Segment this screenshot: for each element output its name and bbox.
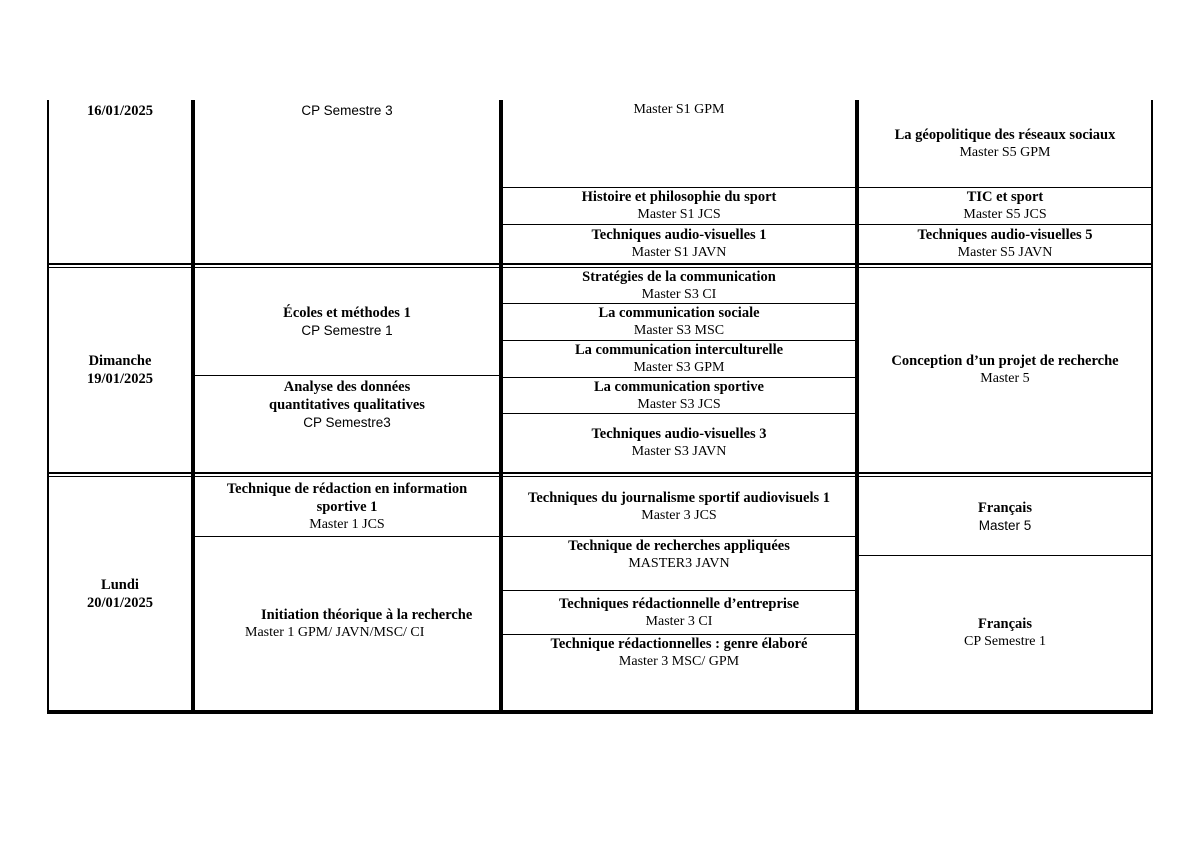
row3-col3-1-subtitle: Master 3 JCS: [641, 508, 717, 523]
row3-col3-cell-4: [503, 635, 855, 710]
row2-col3-3-subtitle: Master S3 GPM: [633, 360, 725, 375]
row3-col3-cell-1: [503, 478, 855, 537]
row2-col3-4-title: La communication sportive: [594, 378, 764, 395]
row3-col4-cell-2: [859, 556, 1151, 710]
row3-col4-cell-1: [859, 478, 1151, 556]
row1-col4-1-subtitle: Master S5 GPM: [959, 145, 1051, 160]
row2-day: Dimanche: [88, 353, 152, 369]
row3-col3-cell-2: [503, 537, 855, 591]
row2-col3-1-title: Stratégies de la communication: [582, 268, 776, 285]
row1-col3-2-subtitle: Master S1 JCS: [637, 207, 721, 222]
row2-col3-5-subtitle: Master S3 JAVN: [631, 444, 727, 459]
row3-col2-2-subtitle: Master 1 GPM/ JAVN/MSC/ CI: [245, 624, 425, 640]
row3-col2-1-subtitle: Master 1 JCS: [309, 517, 385, 532]
row2-col2-2-subtitle: CP Semestre3: [303, 415, 391, 430]
row1-col4-2-subtitle: Master S5 JCS: [963, 207, 1047, 222]
row2-col3-3-title: La communication interculturelle: [574, 342, 784, 358]
row2-col3-cell-1: [503, 268, 855, 304]
row2-col3-cell-5: [503, 414, 855, 472]
row1-col3-3-title: Techniques audio-visuelles 1: [591, 227, 767, 243]
row2-col2-cell-2: [195, 376, 499, 472]
row1-col3-cell-1: [503, 101, 855, 188]
row-separator: [47, 263, 1153, 265]
row3-col2-2-title: Initiation théorique à la recherche: [261, 606, 473, 623]
row2-col2-2-title: Analyse des données quantitatives qualitatives: [269, 379, 425, 413]
row1-col2-subtitle: CP Semestre 3: [301, 103, 393, 118]
row1-col3-2-title: Histoire et philosophie du sport: [581, 189, 777, 205]
row3-col3-1-title: Techniques du journalisme sportif audiovisuels 1: [527, 490, 830, 506]
row2-col3-cell-3: [503, 341, 855, 378]
row3-col3-4-subtitle: Master 3 MSC/ GPM: [618, 654, 740, 669]
row2-col2-1-subtitle: CP Semestre 1: [301, 322, 393, 338]
row1-col4-cell-2: [859, 188, 1151, 225]
row1-col2-cell: [195, 102, 499, 262]
row2-col3-5-title: Techniques audio-visuelles 3: [591, 426, 767, 442]
row3-col3-2-subtitle: MASTER3 JAVN: [628, 556, 730, 571]
row2-col4-subtitle: Master 5: [980, 371, 1030, 386]
row1-col3-cell-2: [503, 188, 855, 225]
row3-col3-3-title: Techniques rédactionnelle d’entreprise: [558, 595, 800, 612]
row2-col3-cell-2: [503, 304, 855, 341]
row1-col4-2-title: TIC et sport: [966, 189, 1044, 205]
row3-col4-1-title: Français: [978, 499, 1032, 516]
row3-day: Lundi: [101, 576, 139, 593]
row3-col4-2-title: Français: [978, 616, 1032, 632]
row3-col3-cell-3: [503, 591, 855, 635]
row3-col4-2-subtitle: CP Semestre 1: [964, 634, 1046, 649]
row2-col2-1-title: Écoles et méthodes 1: [283, 304, 411, 321]
row1-col3-3-subtitle: Master S1 JAVN: [631, 245, 727, 260]
row1-col4-3-subtitle: Master S5 JAVN: [957, 245, 1053, 260]
row3-col3-2-title: Technique de recherches appliquées: [568, 538, 790, 554]
row2-date-cell: [49, 268, 191, 472]
row-separator: [47, 476, 1153, 477]
row2-date: 19/01/2025: [86, 371, 154, 387]
row3-date-cell: [49, 477, 191, 710]
row1-col4-cell-3: [859, 225, 1151, 263]
row-separator: [47, 472, 1153, 474]
row1-col4-cell-1: [859, 101, 1151, 188]
row2-col3-cell-4: [503, 378, 855, 414]
row3-col4-1-subtitle: Master 5: [978, 517, 1032, 533]
row3-col3-3-subtitle: Master 3 CI: [645, 613, 713, 629]
row2-col3-2-title: La communication sociale: [598, 305, 760, 321]
row2-col3-4-subtitle: Master S3 JCS: [637, 396, 721, 412]
row3-col2-cell-1: [195, 478, 499, 537]
row2-col4-title: Conception d’un projet de recherche: [891, 353, 1119, 369]
row1-date-cell: [49, 102, 191, 262]
table-bottom-rule: [47, 710, 1153, 712]
row2-col4-cell: [859, 268, 1151, 472]
row1-col4-3-title: Techniques audio-visuelles 5: [917, 227, 1093, 243]
row2-col3-2-subtitle: Master S3 MSC: [633, 323, 725, 338]
row3-col2-1-title: Technique de rédaction en information sportive 1: [226, 481, 468, 515]
row3-col3-4-title: Technique rédactionnelles : genre élaboré: [550, 636, 808, 652]
row2-col3-1-subtitle: Master S3 CI: [641, 286, 717, 302]
row3-col2-cell-2: [195, 537, 499, 710]
row1-date: 16/01/2025: [86, 103, 154, 119]
row1-col3-1-subtitle: Master S1 GPM: [633, 102, 725, 117]
row1-col4-1-title: La géopolitique des réseaux sociaux: [894, 127, 1116, 143]
row2-col2-cell-1: [195, 268, 499, 376]
row3-date: 20/01/2025: [86, 594, 154, 611]
row1-col3-cell-3: [503, 225, 855, 263]
